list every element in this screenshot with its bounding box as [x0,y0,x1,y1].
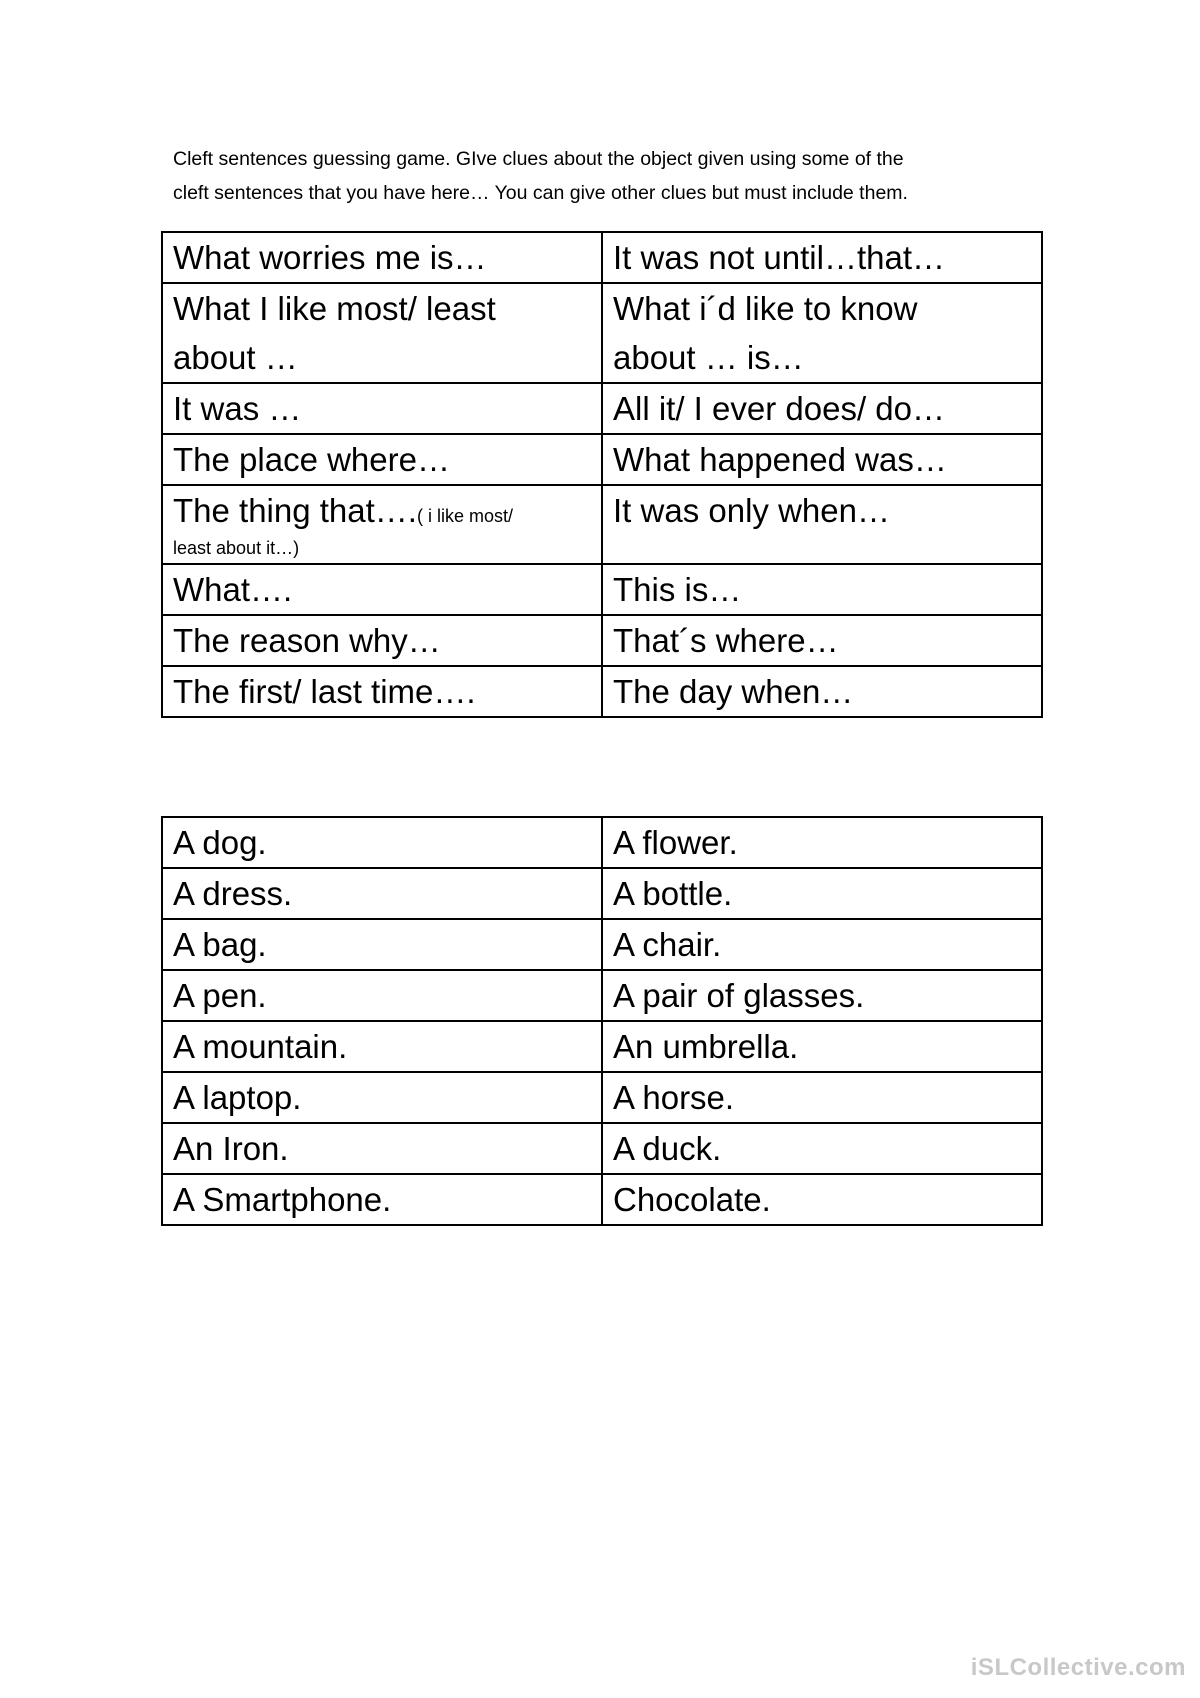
table-cell: A pen. [162,970,602,1021]
table-row [162,383,1042,434]
table-row [162,666,1042,717]
table-row [162,919,1042,970]
table-row [162,970,1042,1021]
table-row [162,1123,1042,1174]
table-cell: A bag. [162,919,602,970]
table-cell: A mountain. [162,1021,602,1072]
table-cell: What worries me is… [162,232,602,283]
table-row [162,434,1042,485]
table-row [162,283,1042,383]
table-cell: A flower. [602,817,1042,868]
instructions-line-1: Cleft sentences guessing game. GIve clues about the object given using some of the [173,148,904,170]
table-row [162,485,1042,564]
table-row [162,868,1042,919]
table-cell: It was only when… [602,485,1042,564]
table-cell: It was not until…that… [602,232,1042,283]
table-row [162,232,1042,283]
instructions-text [173,142,1053,210]
table-row [162,615,1042,666]
table-cell: What happened was… [602,434,1042,485]
table-cell: It was … [162,383,602,434]
table-cell: A bottle. [602,868,1042,919]
table-cell: A duck. [602,1123,1042,1174]
table-cell: What…. [162,564,602,615]
table-cell [162,485,602,564]
table-cell: The place where… [162,434,602,485]
table-cell: Chocolate. [602,1174,1042,1225]
table-cell: A dress. [162,868,602,919]
table-cell: A Smartphone. [162,1174,602,1225]
cell-note-text: least about it…) [173,538,300,558]
table-cell: That´s where… [602,615,1042,666]
site-watermark: iSLCollective.com [970,1654,1186,1681]
cell-note-text: ( i like most/ [416,506,513,526]
table-cell: A horse. [602,1072,1042,1123]
table-row [162,1174,1042,1225]
cell-main-text: The thing that…. [173,492,417,529]
cleft-sentences-table [161,231,1043,718]
table-cell: A pair of glasses. [602,970,1042,1021]
objects-table [161,816,1043,1226]
table-cell: A laptop. [162,1072,602,1123]
table-cell: All it/ I ever does/ do… [602,383,1042,434]
table-cell: The reason why… [162,615,602,666]
table-cell: A dog. [162,817,602,868]
table-cell: A chair. [602,919,1042,970]
table-row [162,1021,1042,1072]
table-cell: The day when… [602,666,1042,717]
table-cell: What I like most/ least about … [162,283,602,383]
table-cell: An Iron. [162,1123,602,1174]
table-cell: The first/ last time…. [162,666,602,717]
table-cell: An umbrella. [602,1021,1042,1072]
table-cell: What i´d like to know about … is… [602,283,1042,383]
table-row [162,1072,1042,1123]
instructions-line-2: cleft sentences that you have here… You can give other clues but must include them. [173,182,908,204]
table-row [162,817,1042,868]
table-row [162,564,1042,615]
table-cell: This is… [602,564,1042,615]
